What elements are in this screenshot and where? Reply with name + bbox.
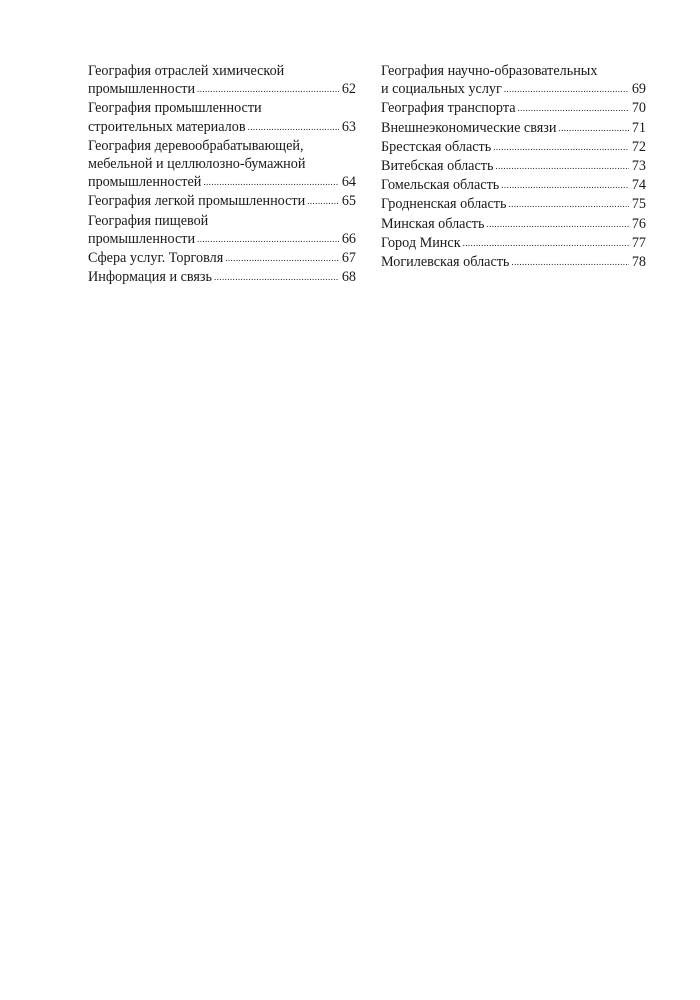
toc-page-number: 64: [341, 174, 356, 191]
toc-page-number: 75: [631, 196, 646, 213]
toc-entry-title: Минская область: [381, 215, 485, 232]
toc-page-number: 76: [631, 215, 646, 232]
dot-leader: [486, 215, 628, 233]
dot-leader: [558, 119, 628, 137]
toc-entry[interactable]: [381, 195, 646, 214]
dot-leader: [197, 230, 339, 248]
toc-entry[interactable]: [88, 192, 356, 211]
toc-page-number: 65: [341, 193, 356, 210]
dot-leader: [511, 253, 628, 271]
toc-entry-title: и социальных услуг: [381, 81, 502, 98]
dot-leader: [501, 176, 629, 194]
toc-page-number: 73: [631, 158, 646, 175]
toc-page-number: 74: [631, 177, 646, 194]
toc-entry-title: промышленностей: [88, 174, 202, 191]
toc-left-column: [88, 62, 356, 287]
dot-leader: [495, 157, 628, 175]
toc-page-number: 70: [631, 100, 646, 117]
dot-leader: [463, 234, 629, 252]
toc-page-number: 68: [341, 269, 356, 286]
toc-entry-title-line: География промышленности: [88, 100, 262, 117]
toc-entry-title: Город Минск: [381, 234, 461, 251]
dot-leader: [493, 138, 629, 156]
dot-leader: [307, 192, 339, 210]
toc-entry-title: Сфера услуг. Торговля: [88, 250, 224, 267]
toc-entry[interactable]: [381, 234, 646, 253]
toc-entry-title: Гомельская область: [381, 177, 500, 194]
toc-entry-title: промышленности: [88, 230, 196, 247]
toc-right-column: [381, 62, 646, 272]
toc-entry[interactable]: [381, 62, 646, 99]
toc-entry[interactable]: [381, 119, 646, 138]
toc-page-number: 71: [631, 119, 646, 136]
dot-leader: [248, 118, 339, 136]
toc-entry[interactable]: [88, 137, 356, 193]
toc-entry[interactable]: [381, 157, 646, 176]
toc-entry[interactable]: [88, 212, 356, 249]
toc-entry-title: География легкой промышленности: [88, 193, 306, 210]
toc-entry-title: Гродненская область: [381, 196, 507, 213]
toc-entry[interactable]: [381, 99, 646, 118]
toc-entry-title: промышленности: [88, 81, 196, 98]
toc-entry[interactable]: [381, 253, 646, 272]
toc-page-number: 77: [631, 234, 646, 251]
toc-entry[interactable]: [88, 99, 356, 136]
dot-leader: [504, 80, 629, 98]
toc-page-number: 78: [631, 254, 646, 271]
toc-entry-title: География транспорта: [381, 100, 516, 117]
toc-entry-title: Брестская область: [381, 138, 492, 155]
toc-entry-title-line: География пищевой: [88, 212, 209, 229]
dot-leader: [203, 173, 338, 191]
toc-page-number: 63: [341, 118, 356, 135]
toc-entry-title: строительных материалов: [88, 118, 246, 135]
toc-entry-title: Могилевская область: [381, 254, 510, 271]
dot-leader: [197, 80, 339, 98]
toc-entry[interactable]: [381, 138, 646, 157]
toc-page-number: 72: [631, 138, 646, 155]
dot-leader: [508, 195, 628, 213]
toc-entry-title-line: География деревообрабатывающей,: [88, 137, 304, 154]
toc-entry-title-line: География научно-образовательных: [381, 63, 598, 79]
toc-entry[interactable]: [88, 62, 356, 99]
dot-leader: [225, 249, 339, 267]
toc-entry[interactable]: [381, 215, 646, 234]
toc-entry[interactable]: [88, 268, 356, 287]
toc-entry-title: Информация и связь: [88, 269, 212, 286]
toc-entry[interactable]: [88, 249, 356, 268]
toc-page-number: 67: [341, 250, 356, 267]
toc-page-number: 66: [341, 230, 356, 247]
toc-entry[interactable]: [381, 176, 646, 195]
toc-entry-title-line: мебельной и целлюлозно-бумажной: [88, 156, 306, 173]
toc-entry-title: Витебская область: [381, 158, 494, 175]
dot-leader: [518, 99, 629, 117]
toc-entry-title: Внешнеэкономические связи: [381, 119, 557, 136]
toc-page-number: 62: [341, 81, 356, 98]
toc-page-number: 69: [631, 81, 646, 98]
toc-entry-title-line: География отраслей химической: [88, 63, 285, 79]
dot-leader: [214, 268, 339, 286]
